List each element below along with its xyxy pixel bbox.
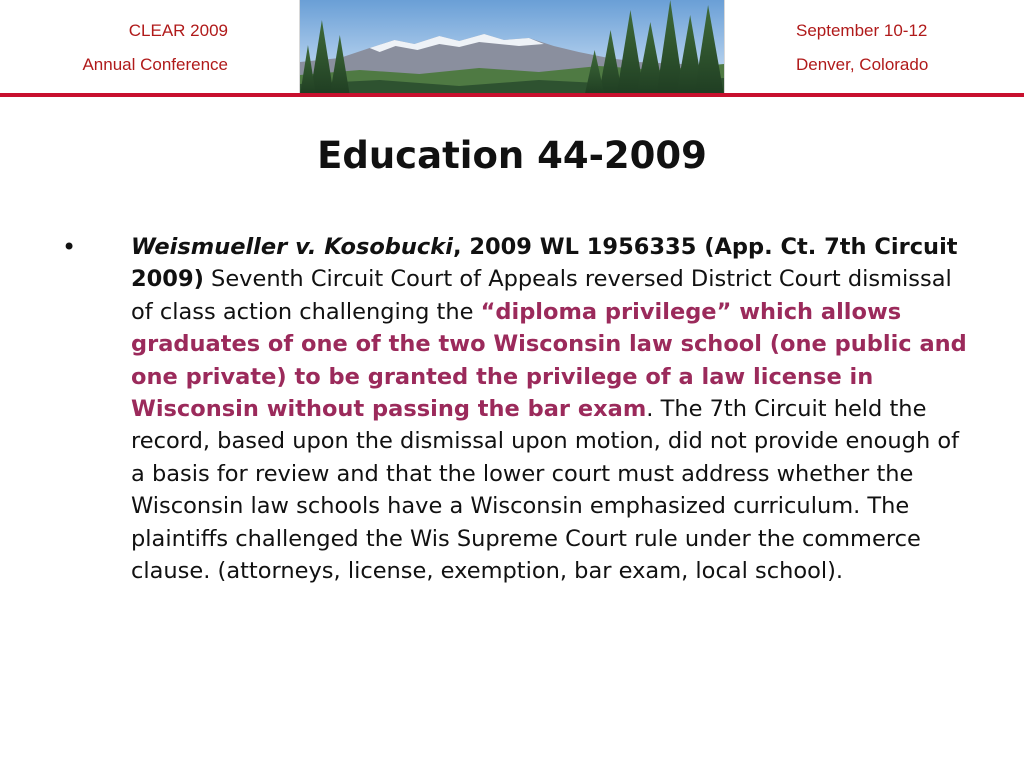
- header-left: [82, 14, 228, 82]
- conference-name: CLEAR 2009: [128, 21, 228, 40]
- bullet-icon: •: [62, 233, 77, 261]
- header-divider: [0, 93, 1024, 97]
- bullet-text: [131, 231, 971, 587]
- conference-dates: September 10-12: [796, 21, 928, 40]
- highlighted-text: “diploma privilege” which allows graduates of one of the two Wisconsin law school (one public and one private) to be granted the privilege of a law license in Wisconsin without passing the bar exam: [131, 298, 967, 423]
- summary-rest: . The 7th Circuit held the record, based upon the dismissal upon motion, did not provide enough of a basis for review and that the lower court must address whether the Wisconsin law schools have a Wisconsin emphasized curriculum. The plaintiffs challenged the Wis Supreme Court rule under the commerce clause. (attorneys, license, exemption, bar exam, local school).: [131, 396, 960, 585]
- conference-subtitle: Annual Conference: [82, 55, 228, 74]
- slide-title: Education 44-2009: [317, 134, 707, 177]
- case-name: Weismueller v. Kosobucki: [131, 234, 453, 260]
- summary-intro: Seventh Circuit Court of Appeals reversed District Court dismissal of class action challenging the: [131, 266, 952, 325]
- mountain-landscape-picture: [300, 0, 724, 95]
- mountain-banner-image: [299, 0, 725, 95]
- conference-location: Denver, Colorado: [796, 55, 929, 74]
- case-citation: , 2009 WL 1956335 (App. Ct. 7th Circuit 2009): [131, 234, 958, 293]
- header-right: [796, 14, 928, 82]
